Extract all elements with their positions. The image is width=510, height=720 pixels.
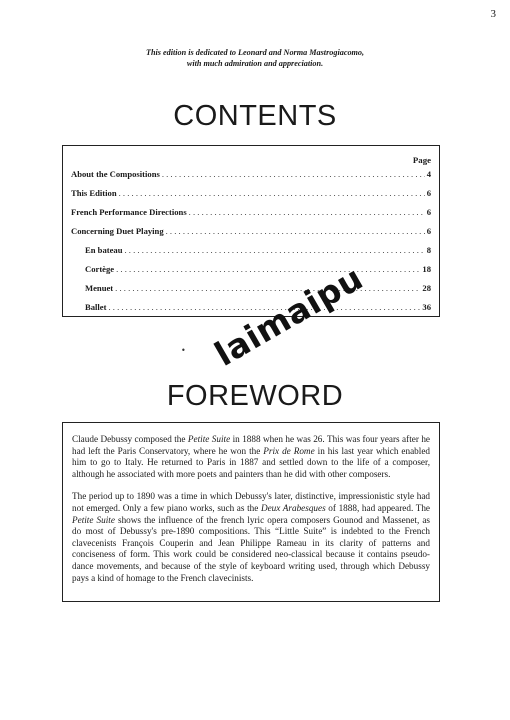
toc-leader-dots [125, 245, 425, 256]
text-run: of 1888, had appeared. The [325, 502, 430, 513]
toc-entry[interactable] [71, 207, 431, 218]
text-run: Claude Debussy composed the [72, 434, 188, 444]
toc-entry-page: 6 [426, 188, 431, 198]
toc-leader-dots [115, 283, 420, 294]
toc-leader-dots [162, 169, 425, 180]
toc-entry[interactable] [71, 188, 431, 199]
italic-title: Prix de Rome [263, 445, 315, 456]
dedication-line-2: with much admiration and appreciation. [186, 59, 324, 68]
toc-entry-label: Ballet [85, 302, 107, 312]
toc-leader-dots [189, 207, 425, 218]
toc-leader-dots [166, 226, 425, 237]
toc-entry[interactable] [71, 226, 431, 237]
toc-entry[interactable] [85, 283, 431, 294]
foreword-paragraph [72, 491, 430, 584]
toc-entry-label: French Performance Directions [71, 207, 187, 217]
toc-entry[interactable] [85, 264, 431, 275]
dedication-line-1: This edition is dedicated to Leonard and Norma Mastrogiacomo, [145, 48, 365, 57]
text-run: in 1888 when he was 26. This was four years after he had left the Paris Conservatory, where he won the [72, 434, 430, 456]
dedication [0, 47, 510, 69]
contents-title: CONTENTS [173, 100, 337, 132]
italic-title: Petite Suite [187, 434, 231, 444]
toc-leader-dots [116, 264, 420, 275]
toc-entry-page: 8 [426, 245, 431, 255]
toc-entry-page: 36 [422, 302, 431, 312]
toc-entry-page: 4 [426, 169, 431, 179]
toc-entry-label: This Edition [71, 188, 117, 198]
page-number: 3 [490, 8, 496, 20]
foreword-text-box [62, 422, 440, 602]
stray-dot: • [181, 346, 186, 355]
text-run: shows the influence of the french lyric opera composers Gounod and Massenet, as do most of Debussy's pre-1890 compositions. This “Little Suite” is indebted to the French clavecenists François Couperin and Jean Philippe Rameau in its clarity of patterns and conciseness of form. This work could be considered neo-classical because it contains pseudo-dance movements, and because of the style of keyboard writing used, through which Debussy pays a kind of homage to the French clavecinists. [72, 514, 430, 583]
foreword-paragraph [72, 434, 430, 480]
italic-title: Petite Suite [72, 514, 115, 525]
toc-entry-page: 6 [426, 226, 431, 236]
text-run: The period up to 1890 was a time in which Debussy's later, distinctive, impressionistic style had not emerged. Only a few piano works, such as the [72, 491, 430, 513]
toc-entry-label: About the Compositions [71, 169, 160, 179]
toc-entry-label: En bateau [85, 245, 123, 255]
toc-entry[interactable] [71, 169, 431, 180]
toc-entry-label: Cortège [85, 264, 115, 274]
foreword-title: FOREWORD [166, 380, 344, 412]
watermark: laimaipu [208, 258, 370, 374]
text-run: in his last year which enabled him to go to Italy. He returned to Paris in 1887 and settled down to the life of a composer, although he associated with more poets and painters than he did with other composers. [72, 445, 430, 479]
toc-entry-page: 28 [422, 283, 431, 293]
toc-entry-label: Menuet [85, 283, 114, 293]
toc-entry-label: Concerning Duet Playing [71, 226, 164, 236]
toc-entry-page: 6 [426, 207, 431, 217]
table-of-contents [62, 145, 440, 317]
page-column-header: Page [412, 155, 431, 165]
toc-entry-page: 18 [422, 264, 431, 274]
toc-entry[interactable] [85, 245, 431, 256]
toc-leader-dots [119, 188, 425, 199]
italic-title: Deux Arabesques [260, 502, 326, 513]
